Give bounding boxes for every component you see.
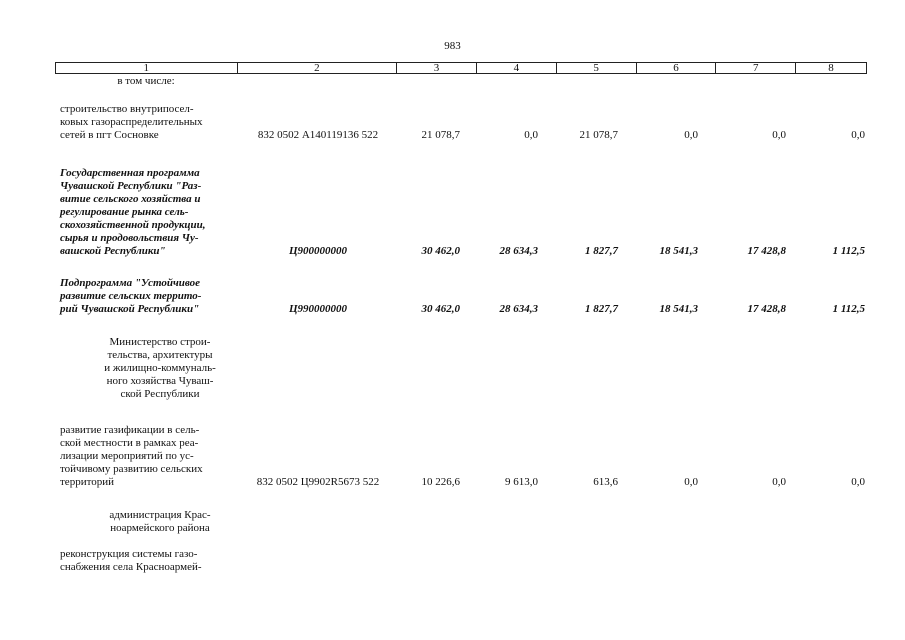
budget-code: 832 0502 А140119136 522 [257, 129, 379, 141]
column-header-2: 2 [238, 63, 398, 73]
row-description-line: рий Чувашской Республики" [60, 303, 200, 315]
value-col-3: 30 462,0 [421, 245, 460, 257]
budget-code: 832 0502 Ц9902R5673 522 [256, 476, 380, 488]
value-col-3: 30 462,0 [421, 303, 460, 315]
value-col-3: 21 078,7 [421, 129, 460, 141]
column-header-7: 7 [716, 63, 796, 73]
row-description-line: развитие сельских террито- [60, 290, 202, 302]
ministry-name [88, 336, 232, 401]
value-col-4: 0,0 [524, 129, 538, 141]
row-description-line: строительство внутрипосел- [60, 103, 194, 115]
budget-code: Ц990000000 [288, 303, 348, 315]
row-description-line: и жилищно-коммуналь- [104, 362, 216, 374]
value-col-7: 0,0 [772, 476, 786, 488]
value-col-7: 17 428,8 [747, 303, 786, 315]
row-description-line: вашской Республики" [60, 245, 166, 257]
row-description-line: Министерство строи- [109, 336, 211, 348]
row-description-line: Государственная программа [60, 167, 200, 179]
value-col-6: 18 541,3 [659, 303, 698, 315]
column-header-6: 6 [637, 63, 717, 73]
row-description-line: Подпрограмма "Устойчивое [60, 277, 201, 289]
value-col-4: 9 613,0 [505, 476, 538, 488]
row-description-line: реконструкция системы газо- [60, 548, 198, 560]
table-header-row [55, 62, 867, 74]
row-description-line: ного хозяйства Чуваш- [106, 375, 214, 387]
row-description [60, 103, 232, 142]
value-col-5: 613,6 [593, 476, 618, 488]
value-col-3: 10 226,6 [421, 476, 460, 488]
column-header-5: 5 [557, 63, 637, 73]
value-col-5: 1 827,7 [585, 245, 618, 257]
column-header-4: 4 [477, 63, 557, 73]
row-description-line: снабжения села Красноармей- [60, 561, 202, 573]
subprogram-title [60, 277, 232, 316]
administration-name [88, 509, 232, 535]
column-header-3: 3 [397, 63, 477, 73]
row-description-line: ской Республики [120, 388, 200, 400]
value-col-8: 0,0 [851, 129, 865, 141]
value-col-4: 28 634,3 [499, 245, 538, 257]
value-col-8: 0,0 [851, 476, 865, 488]
row-description [60, 548, 232, 574]
budget-code: Ц900000000 [288, 245, 348, 257]
row-description-line: сырья и продовольствия Чу- [60, 232, 199, 244]
value-col-7: 17 428,8 [747, 245, 786, 257]
row-description-line: тойчивому развитию сельских [60, 463, 203, 475]
value-col-7: 0,0 [772, 129, 786, 141]
row-description-line: скохозяйственной продукции, [60, 219, 206, 231]
row-description-line: территорий [60, 476, 115, 488]
including-label: в том числе: [117, 75, 175, 87]
value-col-8: 1 112,5 [832, 245, 865, 257]
row-description [60, 424, 232, 489]
row-description-line: ковых газораспределительных [60, 116, 203, 128]
column-header-1: 1 [56, 63, 238, 73]
row-description-line: Чувашской Республики "Раз- [60, 180, 202, 192]
value-col-5: 21 078,7 [579, 129, 618, 141]
row-description-line: ской местности в рамках реа- [60, 437, 199, 449]
row-description-line: развитие газификации в сель- [60, 424, 200, 436]
row-description-line: витие сельского хозяйства и [60, 193, 201, 205]
row-description-line: сетей в пгт Сосновке [60, 129, 159, 141]
row-description-line: тельства, архитектуры [107, 349, 213, 361]
page-number: 983 [444, 40, 461, 52]
program-title [60, 167, 232, 258]
column-header-8: 8 [828, 62, 834, 74]
row-description-line: лизации мероприятий по ус- [60, 450, 194, 462]
value-col-6: 18 541,3 [659, 245, 698, 257]
row-description-line: ноармейского района [110, 522, 210, 534]
value-col-5: 1 827,7 [585, 303, 618, 315]
value-col-6: 0,0 [684, 476, 698, 488]
row-description-line: регулирование рынка сель- [60, 206, 189, 218]
row-description-line: администрация Крас- [109, 509, 211, 521]
value-col-6: 0,0 [684, 129, 698, 141]
value-col-8: 1 112,5 [832, 303, 865, 315]
value-col-4: 28 634,3 [499, 303, 538, 315]
